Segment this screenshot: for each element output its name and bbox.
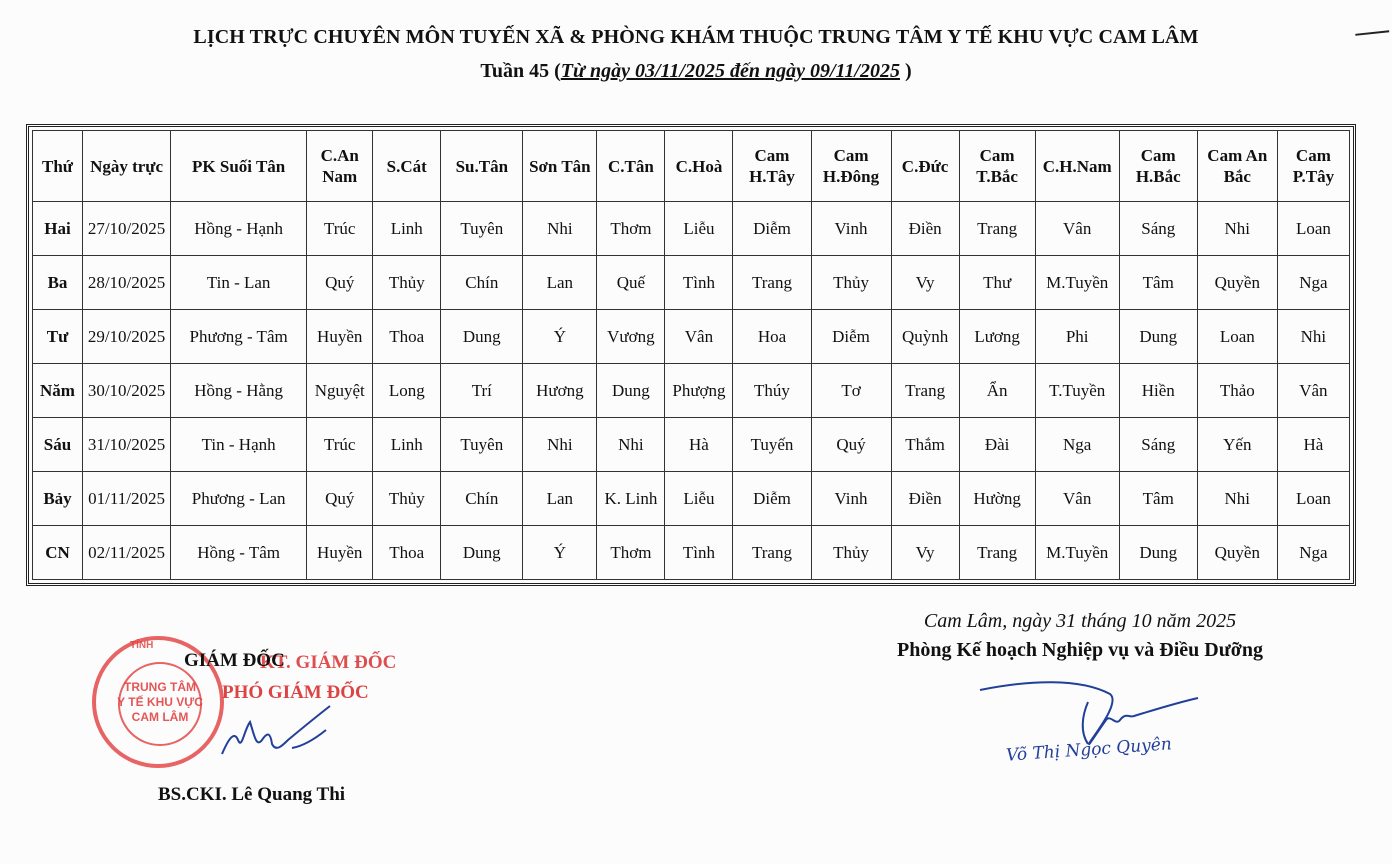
staff-cell: Ẩn bbox=[959, 364, 1035, 418]
staff-cell: Trúc bbox=[307, 418, 373, 472]
staff-cell: Điền bbox=[891, 472, 959, 526]
column-header: Cam An Bắc bbox=[1197, 131, 1277, 202]
staff-cell: Vân bbox=[1035, 202, 1119, 256]
date-cell: 29/10/2025 bbox=[83, 310, 171, 364]
staff-cell: Phượng bbox=[665, 364, 733, 418]
staff-cell: Ý bbox=[523, 310, 597, 364]
staff-cell: Tuyên bbox=[441, 202, 523, 256]
stamp-line: TRUNG TÂM bbox=[124, 680, 196, 694]
staff-cell: K. Linh bbox=[597, 472, 665, 526]
staff-cell: Tình bbox=[665, 256, 733, 310]
staff-cell: Hà bbox=[1277, 418, 1349, 472]
staff-cell: Thúy bbox=[733, 364, 811, 418]
stamp-lines bbox=[112, 680, 208, 725]
table-row bbox=[33, 310, 1350, 364]
staff-cell: Hương bbox=[523, 364, 597, 418]
table-row bbox=[33, 202, 1350, 256]
staff-cell: Vy bbox=[891, 526, 959, 580]
staff-cell: Tin - Lan bbox=[171, 256, 307, 310]
staff-cell: Tình bbox=[665, 526, 733, 580]
week-prefix: Tuần 45 ( bbox=[480, 60, 561, 82]
column-header: PK Suối Tân bbox=[171, 131, 307, 202]
staff-cell: Tơ bbox=[811, 364, 891, 418]
staff-cell: M.Tuyền bbox=[1035, 256, 1119, 310]
staff-cell: Diễm bbox=[733, 202, 811, 256]
staff-cell: Lan bbox=[523, 472, 597, 526]
staff-cell: Thoa bbox=[373, 310, 441, 364]
staff-cell: Hường bbox=[959, 472, 1035, 526]
staff-cell: Nga bbox=[1277, 256, 1349, 310]
date-cell: 02/11/2025 bbox=[83, 526, 171, 580]
staff-cell: Hiền bbox=[1119, 364, 1197, 418]
staff-cell: Liễu bbox=[665, 202, 733, 256]
stamp-line: Y TẾ KHU VỰC bbox=[117, 695, 203, 709]
staff-cell: Sáng bbox=[1119, 418, 1197, 472]
staff-cell: Quyền bbox=[1197, 526, 1277, 580]
staff-cell: Thảo bbox=[1197, 364, 1277, 418]
staff-cell: T.Tuyền bbox=[1035, 364, 1119, 418]
column-header: Cam P.Tây bbox=[1277, 131, 1349, 202]
left-role-overprint: KT. GIÁM ĐỐC bbox=[260, 652, 397, 673]
staff-cell: Trí bbox=[441, 364, 523, 418]
day-cell: Bảy bbox=[33, 472, 83, 526]
staff-cell: Nhi bbox=[1197, 202, 1277, 256]
table-header-row bbox=[33, 131, 1350, 202]
column-header: C.H.Nam bbox=[1035, 131, 1119, 202]
staff-cell: Hồng - Hằng bbox=[171, 364, 307, 418]
staff-cell: Dung bbox=[1119, 526, 1197, 580]
staff-cell: Quý bbox=[307, 472, 373, 526]
week-subtitle bbox=[0, 60, 1392, 83]
staff-cell: Huyền bbox=[307, 310, 373, 364]
place-date: Cam Lâm, ngày 31 tháng 10 năm 2025 bbox=[923, 610, 1237, 632]
schedule-table bbox=[32, 130, 1350, 580]
staff-cell: Huyền bbox=[307, 526, 373, 580]
staff-cell: Linh bbox=[373, 418, 441, 472]
staff-cell: Phương - Tâm bbox=[171, 310, 307, 364]
column-header: Cam H.Bắc bbox=[1119, 131, 1197, 202]
document-title: LỊCH TRỰC CHUYÊN MÔN TUYẾN XÃ & PHÒNG KHÁM THUỘC TRUNG TÂM Y TẾ KHU VỰC CAM LÂM bbox=[193, 26, 1199, 48]
date-cell: 27/10/2025 bbox=[83, 202, 171, 256]
column-header: S.Cát bbox=[373, 131, 441, 202]
table-row bbox=[33, 472, 1350, 526]
staff-cell: Vân bbox=[665, 310, 733, 364]
staff-cell: Chín bbox=[441, 256, 523, 310]
staff-cell: Vân bbox=[1277, 364, 1349, 418]
staff-cell: Hồng - Tâm bbox=[171, 526, 307, 580]
staff-cell: Tâm bbox=[1119, 256, 1197, 310]
left-signer-name: BS.CKI. Lê Quang Thi bbox=[158, 784, 346, 805]
staff-cell: Loan bbox=[1197, 310, 1277, 364]
right-signer-name: Võ Thị Ngọc Quyên bbox=[1005, 734, 1173, 766]
staff-cell: Quỳnh bbox=[891, 310, 959, 364]
staff-cell: Tin - Hạnh bbox=[171, 418, 307, 472]
day-cell: Ba bbox=[33, 256, 83, 310]
week-range: Từ ngày 03/11/2025 đến ngày 09/11/2025 bbox=[560, 60, 900, 82]
date-cell: 01/11/2025 bbox=[83, 472, 171, 526]
date-cell: 28/10/2025 bbox=[83, 256, 171, 310]
staff-cell: Trang bbox=[733, 256, 811, 310]
staff-cell: Vy bbox=[891, 256, 959, 310]
staff-cell: Thủy bbox=[811, 526, 891, 580]
department-name: Phòng Kế hoạch Nghiệp vụ và Điều Dưỡng bbox=[897, 639, 1263, 661]
staff-cell: Hoa bbox=[733, 310, 811, 364]
staff-cell: Quý bbox=[307, 256, 373, 310]
table-row bbox=[33, 526, 1350, 580]
staff-cell: Chín bbox=[441, 472, 523, 526]
staff-cell: Nhi bbox=[523, 202, 597, 256]
staff-cell: Nga bbox=[1035, 418, 1119, 472]
staff-cell: Thư bbox=[959, 256, 1035, 310]
column-header: Ngày trực bbox=[83, 131, 171, 202]
staff-cell: Loan bbox=[1277, 202, 1349, 256]
staff-cell: Lương bbox=[959, 310, 1035, 364]
staff-cell: Yến bbox=[1197, 418, 1277, 472]
column-header: Cam T.Bắc bbox=[959, 131, 1035, 202]
staff-cell: Vương bbox=[597, 310, 665, 364]
staff-cell: Sáng bbox=[1119, 202, 1197, 256]
staff-cell: Thắm bbox=[891, 418, 959, 472]
column-header: Thứ bbox=[33, 131, 83, 202]
staff-cell: Ý bbox=[523, 526, 597, 580]
staff-cell: Lan bbox=[523, 256, 597, 310]
stamp-line: CAM LÂM bbox=[131, 710, 189, 724]
staff-cell: Thơm bbox=[597, 202, 665, 256]
staff-cell: Nhi bbox=[523, 418, 597, 472]
staff-cell: Thủy bbox=[811, 256, 891, 310]
staff-cell: Nga bbox=[1277, 526, 1349, 580]
column-header: Cam H.Tây bbox=[733, 131, 811, 202]
date-cell: 31/10/2025 bbox=[83, 418, 171, 472]
staff-cell: Quế bbox=[597, 256, 665, 310]
table-body bbox=[33, 202, 1350, 580]
staff-cell: Trang bbox=[959, 202, 1035, 256]
day-cell: Tư bbox=[33, 310, 83, 364]
staff-cell: Dung bbox=[441, 310, 523, 364]
staff-cell: Trang bbox=[891, 364, 959, 418]
staff-cell: Trang bbox=[733, 526, 811, 580]
column-header: C.Tân bbox=[597, 131, 665, 202]
staff-cell: Thủy bbox=[373, 256, 441, 310]
staff-cell: Thơm bbox=[597, 526, 665, 580]
staff-cell: Điền bbox=[891, 202, 959, 256]
staff-cell: Nhi bbox=[1277, 310, 1349, 364]
staff-cell: Hà bbox=[665, 418, 733, 472]
staff-cell: Liễu bbox=[665, 472, 733, 526]
column-header: Cam H.Đông bbox=[811, 131, 891, 202]
schedule-table-frame bbox=[26, 124, 1356, 586]
staff-cell: Long bbox=[373, 364, 441, 418]
staff-cell: Trang bbox=[959, 526, 1035, 580]
column-header: C.An Nam bbox=[307, 131, 373, 202]
staff-cell: Tuyến bbox=[733, 418, 811, 472]
staff-cell: Phi bbox=[1035, 310, 1119, 364]
table-row bbox=[33, 418, 1350, 472]
staff-cell: Tâm bbox=[1119, 472, 1197, 526]
table-row bbox=[33, 256, 1350, 310]
staff-cell: Quyền bbox=[1197, 256, 1277, 310]
staff-cell: Đài bbox=[959, 418, 1035, 472]
column-header: C.Hoà bbox=[665, 131, 733, 202]
day-cell: CN bbox=[33, 526, 83, 580]
left-role-deputy: PHÓ GIÁM ĐỐC bbox=[222, 682, 369, 703]
staff-cell: Diễm bbox=[733, 472, 811, 526]
staff-cell: Phương - Lan bbox=[171, 472, 307, 526]
staff-cell: Diễm bbox=[811, 310, 891, 364]
stamp-text bbox=[112, 680, 208, 725]
column-header: C.Đức bbox=[891, 131, 959, 202]
staff-cell: Dung bbox=[441, 526, 523, 580]
day-cell: Sáu bbox=[33, 418, 83, 472]
day-cell: Hai bbox=[33, 202, 83, 256]
staff-cell: Quý bbox=[811, 418, 891, 472]
left-role-title: GIÁM ĐỐC bbox=[184, 650, 285, 671]
staff-cell: Linh bbox=[373, 202, 441, 256]
staff-cell: Loan bbox=[1277, 472, 1349, 526]
date-cell: 30/10/2025 bbox=[83, 364, 171, 418]
staff-cell: Dung bbox=[1119, 310, 1197, 364]
column-header: Su.Tân bbox=[441, 131, 523, 202]
day-cell: Năm bbox=[33, 364, 83, 418]
staff-cell: Thủy bbox=[373, 472, 441, 526]
staff-cell: Trúc bbox=[307, 202, 373, 256]
staff-cell: Nguyệt bbox=[307, 364, 373, 418]
week-suffix: ) bbox=[899, 60, 912, 82]
staff-cell: Vinh bbox=[811, 472, 891, 526]
staff-cell: Nhi bbox=[597, 418, 665, 472]
staff-cell: M.Tuyền bbox=[1035, 526, 1119, 580]
footer-right-block bbox=[850, 610, 1310, 662]
staff-cell: Dung bbox=[597, 364, 665, 418]
table-row bbox=[33, 364, 1350, 418]
staff-cell: Vinh bbox=[811, 202, 891, 256]
staff-cell: Hồng - Hạnh bbox=[171, 202, 307, 256]
staff-cell: Tuyên bbox=[441, 418, 523, 472]
stamp-top-text: TỈNH bbox=[130, 640, 154, 651]
staff-cell: Thoa bbox=[373, 526, 441, 580]
left-signature-icon bbox=[208, 700, 338, 770]
staff-cell: Vân bbox=[1035, 472, 1119, 526]
staff-cell: Nhi bbox=[1197, 472, 1277, 526]
column-header: Sơn Tân bbox=[523, 131, 597, 202]
